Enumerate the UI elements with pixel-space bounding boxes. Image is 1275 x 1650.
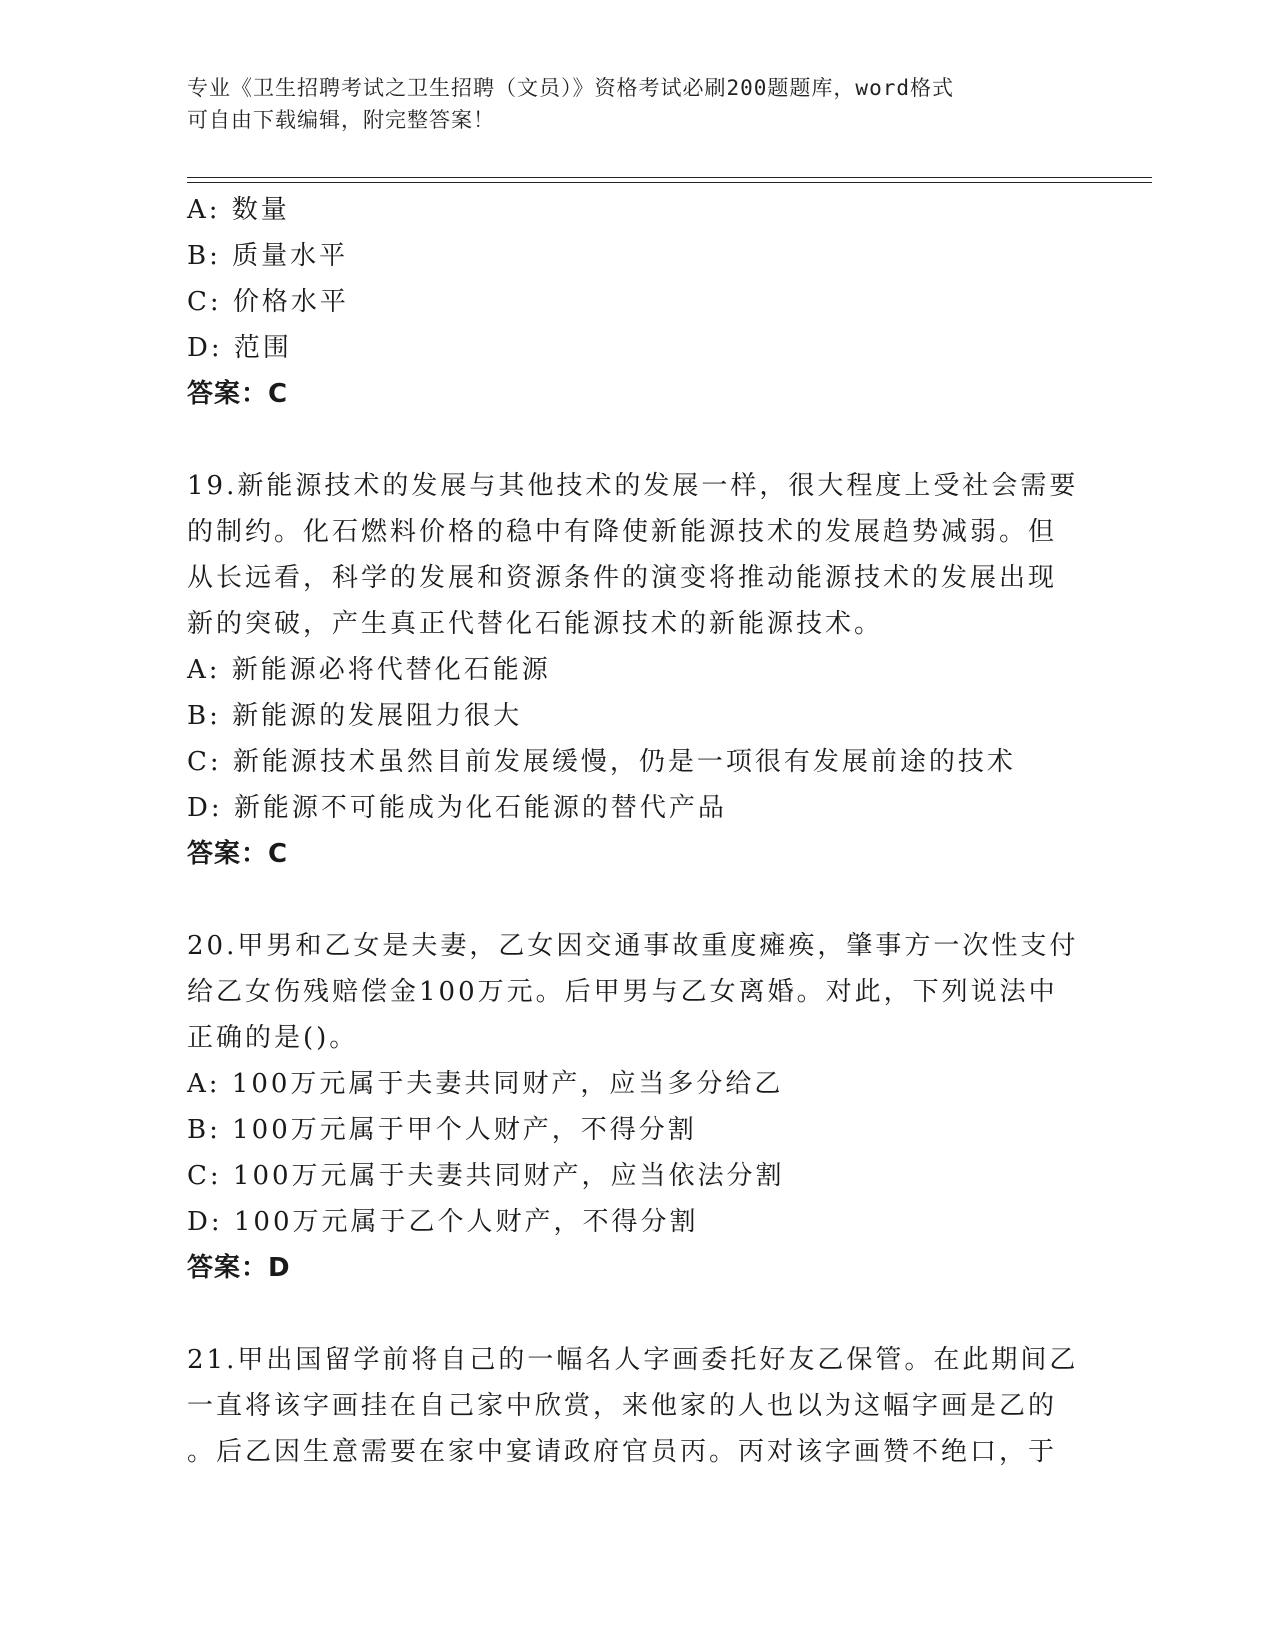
question-stem-line: 20.甲男和乙女是夫妻，乙女因交通事故重度瘫痪，肇事方一次性支付 [187, 931, 1079, 961]
question-stem-line: 19.新能源技术的发展与其他技术的发展一样，很大程度上受社会需要 [187, 471, 1079, 501]
option-a: A: 数量 [187, 195, 290, 225]
question-20 [187, 923, 1087, 1291]
question-stem-line: 从长远看，科学的发展和资源条件的演变将推动能源技术的发展出现 [187, 563, 1058, 593]
answer: 答案：C [187, 379, 289, 409]
question-18 [187, 187, 1087, 417]
document-header [187, 72, 1067, 136]
option-b: B: 质量水平 [187, 241, 349, 271]
spacer [187, 1291, 1087, 1337]
option-a: A: 新能源必将代替化石能源 [187, 655, 551, 685]
option-b: B: 100万元属于甲个人财产，不得分割 [187, 1115, 697, 1145]
answer: 答案：D [187, 1253, 291, 1283]
header-line-2: 可自由下载编辑，附完整答案！ [187, 108, 495, 132]
question-stem-line: 新的突破，产生真正代替化石能源技术的新能源技术。 [187, 609, 884, 639]
option-d: D: 100万元属于乙个人财产，不得分割 [187, 1207, 699, 1237]
question-stem-line: 的制约。化石燃料价格的稳中有降使新能源技术的发展趋势减弱。但 [187, 517, 1058, 547]
option-c: C: 新能源技术虽然目前发展缓慢，仍是一项很有发展前途的技术 [187, 747, 1016, 777]
spacer [187, 417, 1087, 463]
question-stem-line: 正确的是()。 [187, 1023, 359, 1053]
document-body [187, 187, 1087, 1475]
question-19 [187, 463, 1087, 877]
header-line-1: 专业《卫生招聘考试之卫生招聘（文员）》资格考试必刷200题题库，word格式 [187, 76, 954, 100]
spacer [187, 877, 1087, 923]
header-divider-bottom [187, 182, 1152, 183]
option-c: C: 100万元属于夫妻共同财产，应当依法分割 [187, 1161, 785, 1191]
question-stem-line: 一直将该字画挂在自己家中欣赏，来他家的人也以为这幅字画是乙的 [187, 1391, 1058, 1421]
option-d: D: 范围 [187, 333, 292, 363]
option-b: B: 新能源的发展阻力很大 [187, 701, 523, 731]
option-d: D: 新能源不可能成为化石能源的替代产品 [187, 793, 727, 823]
question-stem-line: 21.甲出国留学前将自己的一幅名人字画委托好友乙保管。在此期间乙 [187, 1345, 1079, 1375]
question-21 [187, 1337, 1087, 1475]
option-a: A: 100万元属于夫妻共同财产，应当多分给乙 [187, 1069, 784, 1099]
option-c: C: 价格水平 [187, 287, 349, 317]
answer: 答案：C [187, 839, 289, 869]
question-stem-line: 给乙女伤残赔偿金100万元。后甲男与乙女离婚。对此，下列说法中 [187, 977, 1058, 1007]
header-divider-top [187, 177, 1152, 178]
question-stem-line: 。后乙因生意需要在家中宴请政府官员丙。丙对该字画赞不绝口，于 [187, 1437, 1058, 1467]
